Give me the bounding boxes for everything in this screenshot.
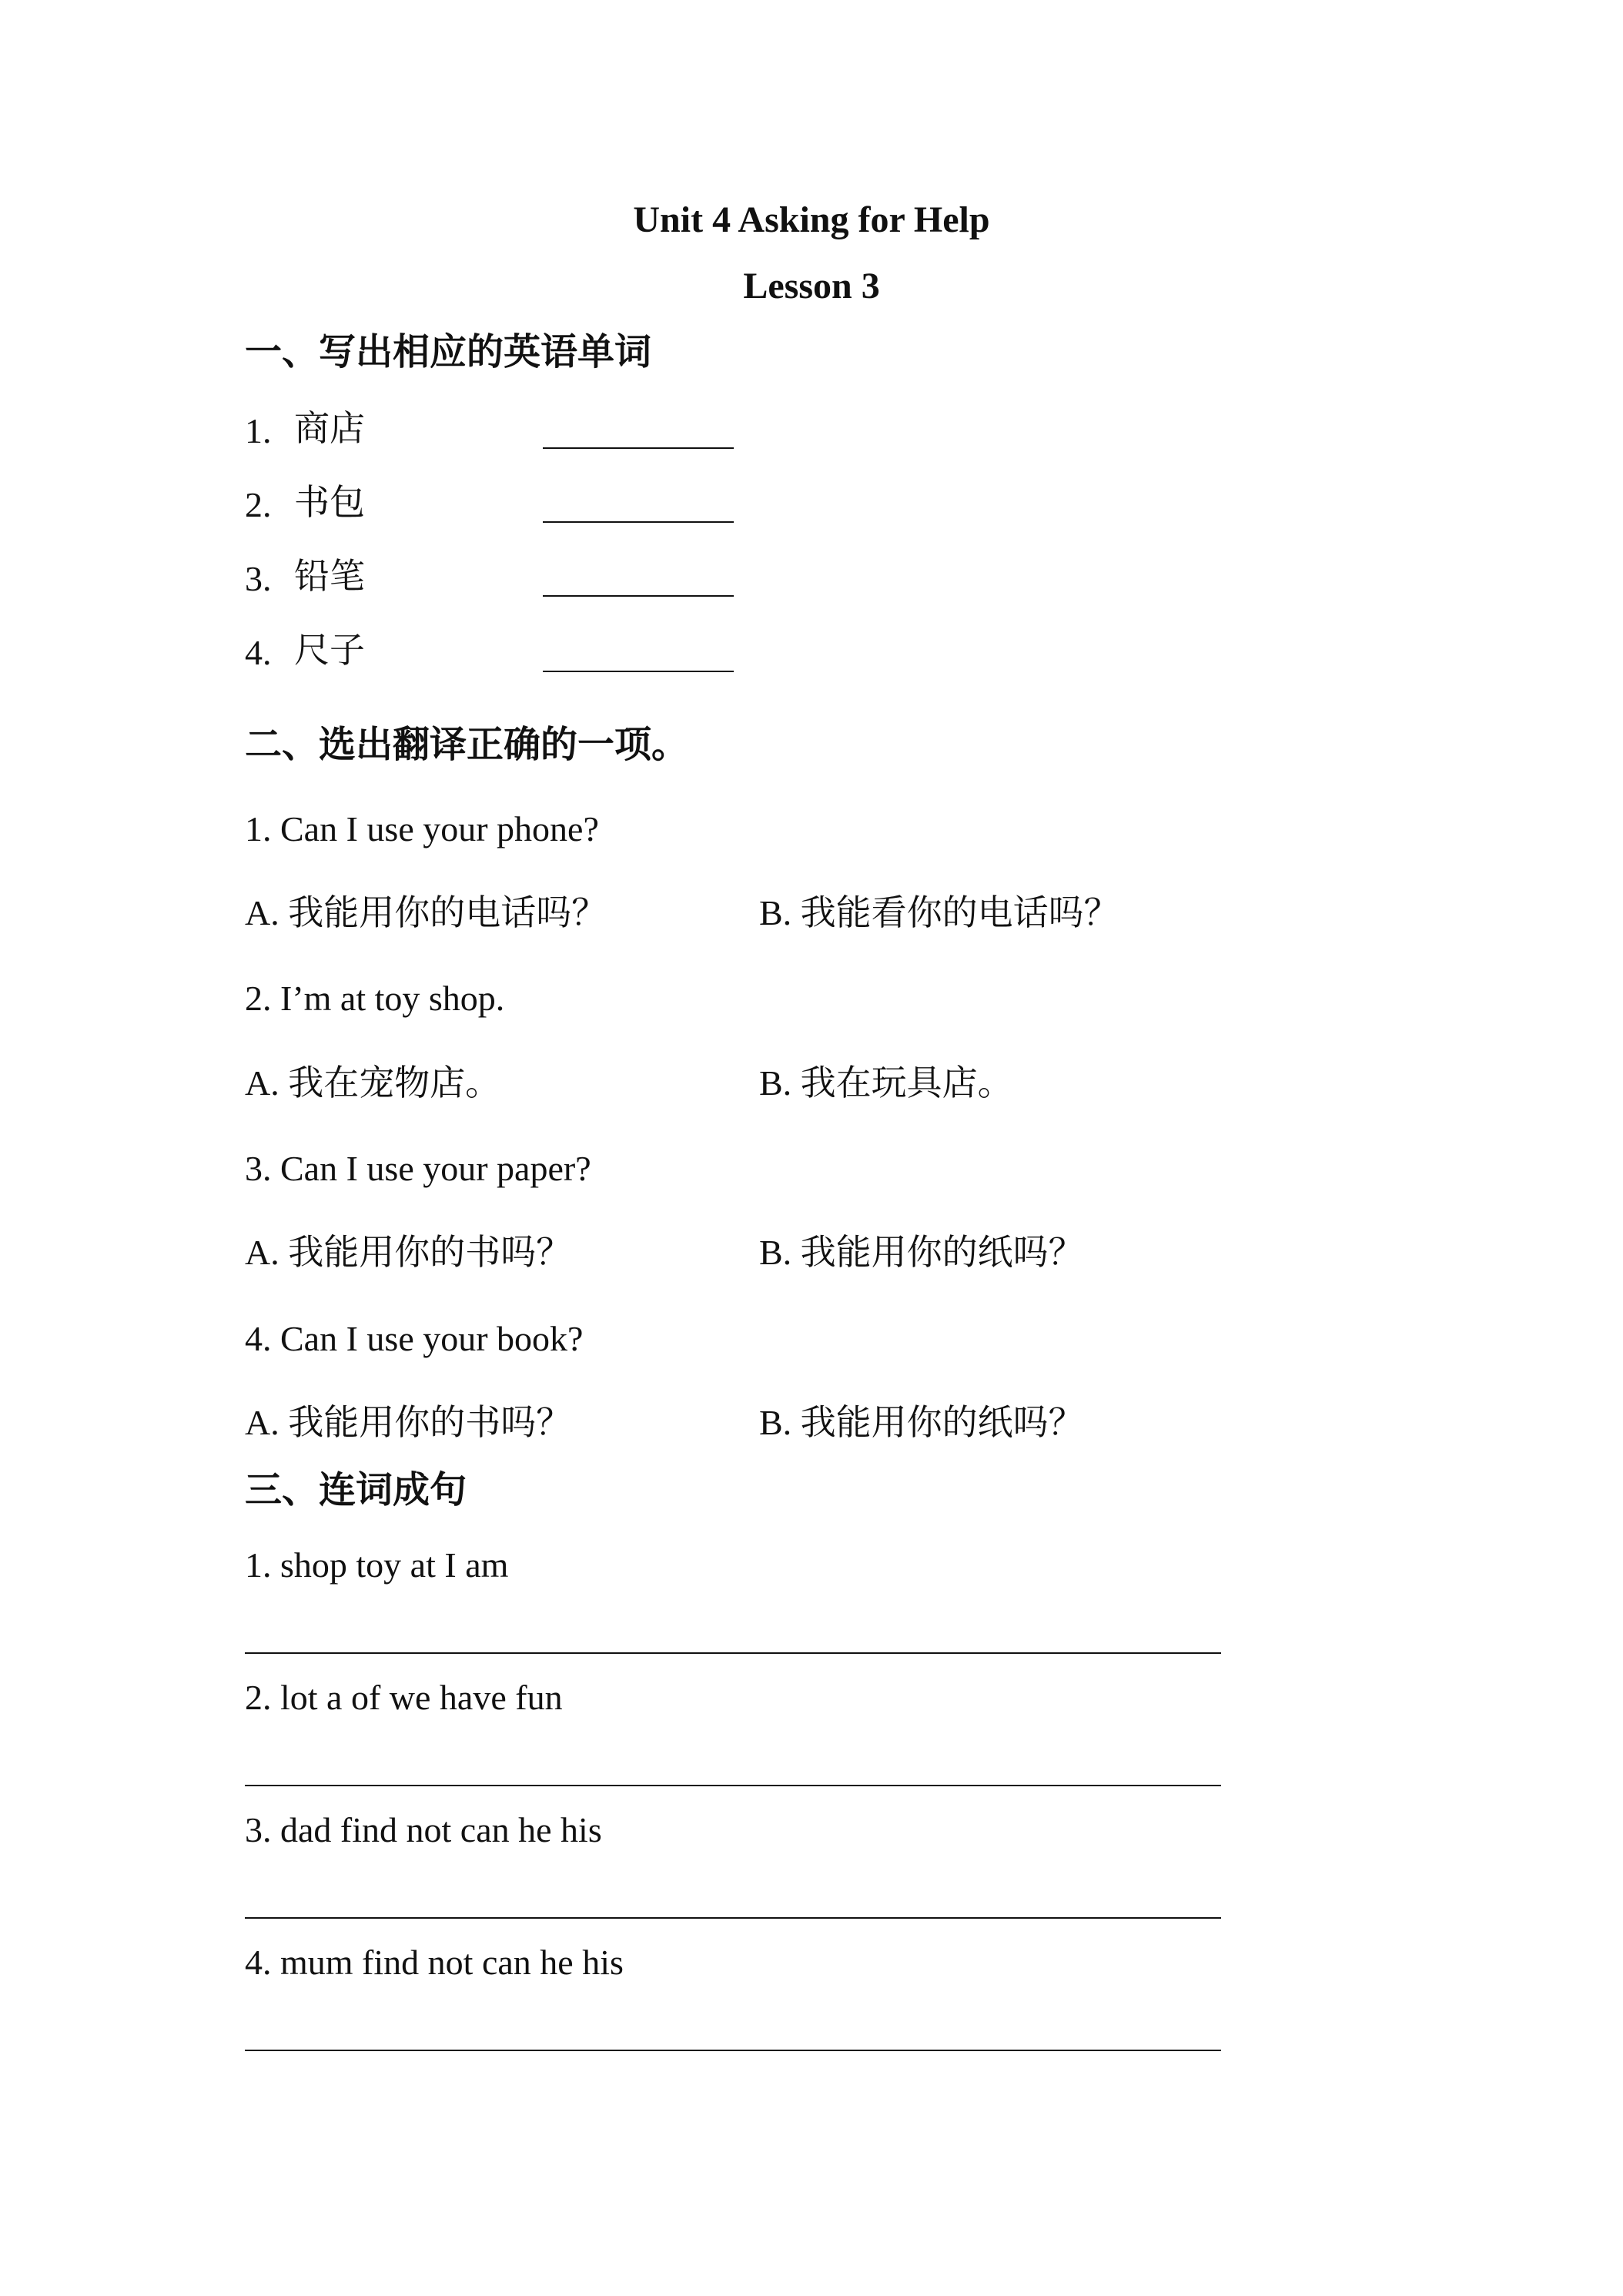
option-a[interactable]: A. 我能用你的书吗？	[245, 1403, 572, 1442]
scrambled-words: 4. mum find not can he his	[245, 1943, 624, 1982]
scrambled-words: 1. shop toy at I am	[245, 1545, 509, 1585]
question-text: 2. I’m at toy shop.	[245, 979, 505, 1018]
section2-heading: 二、选出翻译正确的一项。	[245, 725, 689, 765]
chinese-word: 商店	[294, 409, 365, 448]
answer-blank[interactable]	[543, 521, 734, 523]
answer-line[interactable]	[245, 1917, 1221, 1919]
question-text: 3. Can I use your paper?	[245, 1149, 591, 1188]
item-number: 3.	[245, 559, 272, 598]
section3-heading: 三、连词成句	[245, 1470, 467, 1511]
item-number: 2.	[245, 485, 272, 524]
option-b[interactable]: B. 我能看你的电话吗？	[759, 893, 1119, 932]
answer-blank[interactable]	[543, 447, 734, 449]
page-title: Unit 4 Asking for Help	[633, 199, 990, 240]
chinese-word: 铅笔	[294, 557, 365, 596]
item-number: 1.	[245, 411, 272, 450]
answer-line[interactable]	[245, 2050, 1221, 2051]
scrambled-words: 2. lot a of we have fun	[245, 1678, 563, 1717]
answer-blank[interactable]	[543, 671, 734, 672]
answer-line[interactable]	[245, 1785, 1221, 1786]
section1-heading: 一、写出相应的英语单词	[245, 332, 652, 373]
scrambled-words: 3. dad find not can he his	[245, 1810, 602, 1849]
chinese-word: 书包	[294, 483, 365, 522]
option-b[interactable]: B. 我能用你的纸吗？	[759, 1233, 1084, 1272]
answer-line[interactable]	[245, 1652, 1221, 1654]
item-number: 4.	[245, 633, 272, 672]
option-a[interactable]: A. 我能用你的电话吗？	[245, 893, 607, 932]
question-text: 4. Can I use your book?	[245, 1319, 584, 1358]
page-subtitle: Lesson 3	[743, 266, 880, 306]
question-text: 1. Can I use your phone?	[245, 809, 599, 848]
option-a[interactable]: A. 我能用你的书吗？	[245, 1233, 572, 1272]
option-b[interactable]: B. 我在玩具店。	[759, 1063, 1013, 1103]
answer-blank[interactable]	[543, 595, 734, 597]
chinese-word: 尺子	[294, 631, 365, 670]
option-a[interactable]: A. 我在宠物店。	[245, 1063, 501, 1103]
option-b[interactable]: B. 我能用你的纸吗？	[759, 1403, 1084, 1442]
